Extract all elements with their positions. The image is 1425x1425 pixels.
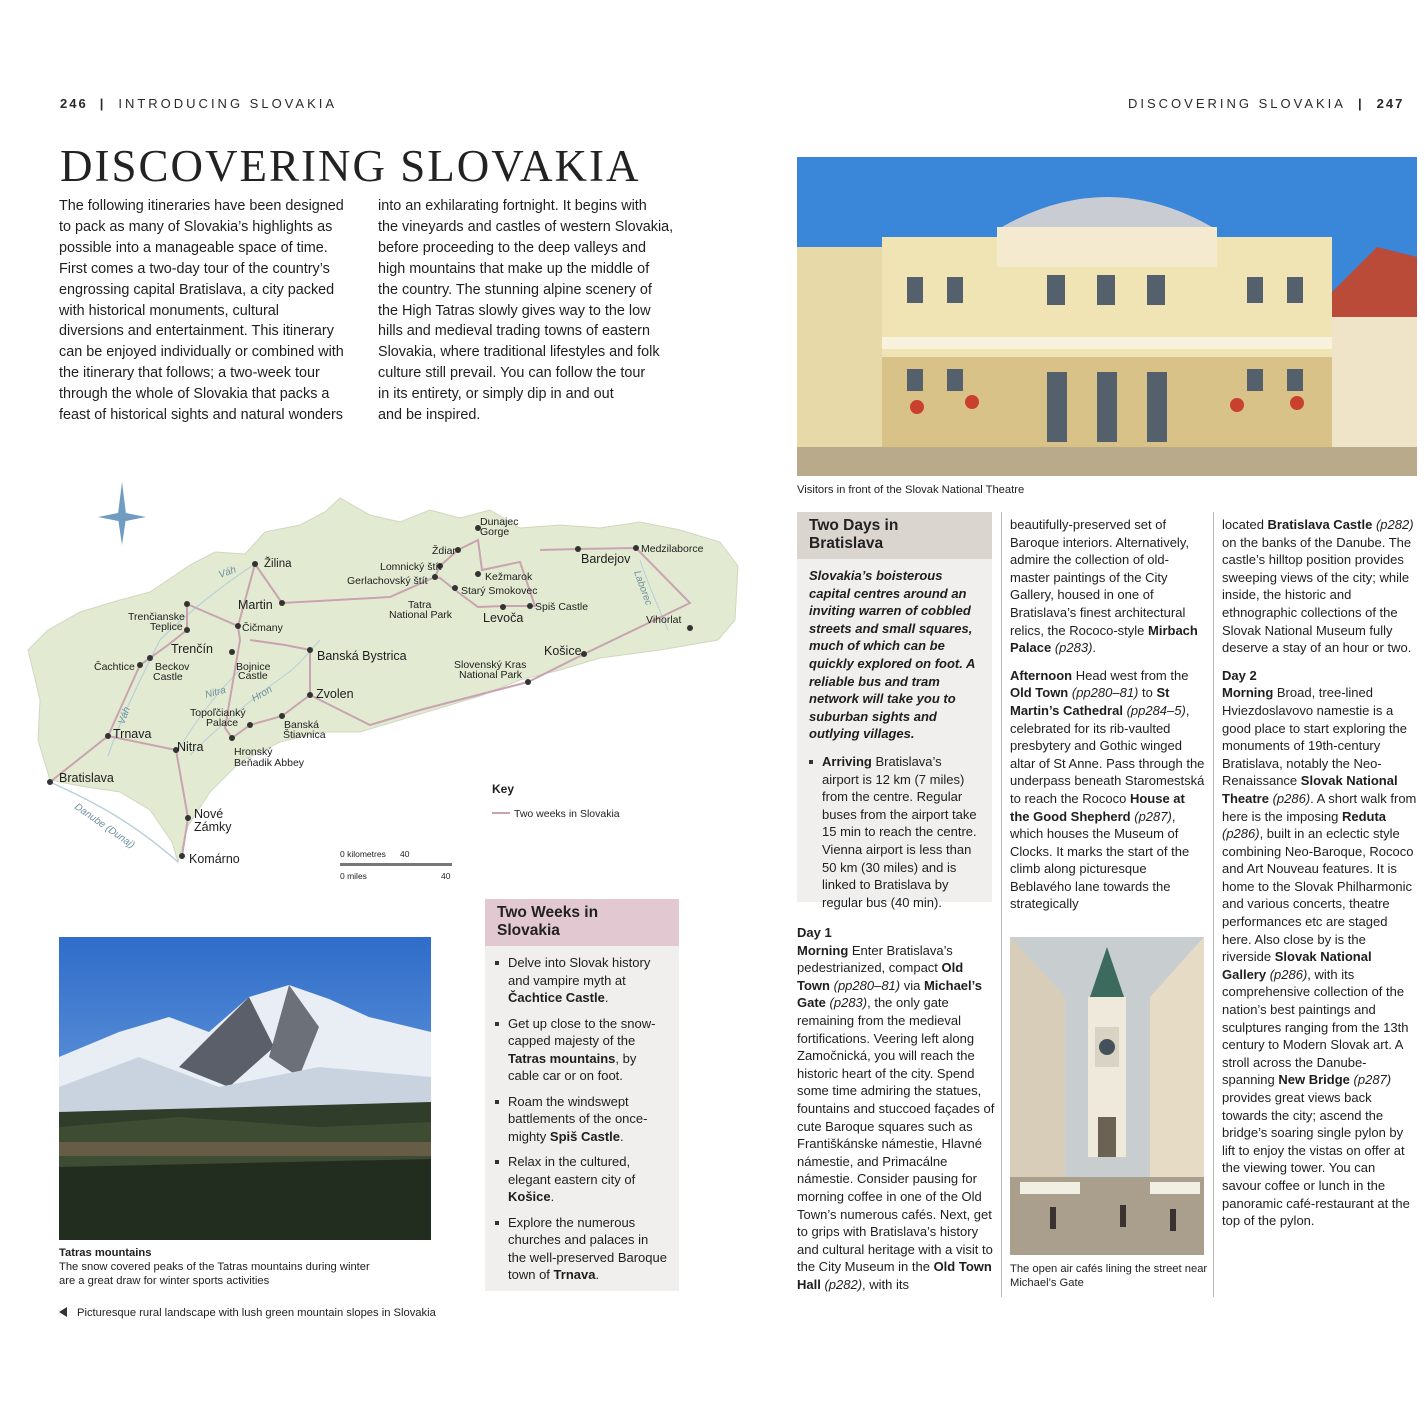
town-dot	[235, 623, 241, 629]
scale-mi-value: 40	[441, 871, 451, 881]
heading-line: Two Weeks in	[497, 904, 599, 921]
town-dot	[247, 722, 253, 728]
town-label: Ždiar	[432, 545, 456, 557]
town-label: Trenčín	[171, 642, 213, 656]
town-label: Banská	[284, 719, 320, 731]
scale-km-label: 0 kilometres	[340, 849, 386, 859]
day2-heading: Day 2	[1222, 667, 1257, 683]
town-dot	[279, 600, 285, 606]
intro-line: the High Tatras slowly gives way to the low	[378, 302, 651, 319]
intro-line: in its entirety, or simply dip in and out	[378, 386, 614, 403]
town-label: National Park	[459, 669, 523, 681]
running-header-right	[1128, 96, 1404, 111]
section-name-left: INTRODUCING SLOVAKIA	[118, 96, 338, 111]
day1-heading: Day 1	[797, 925, 832, 940]
national-theatre-photo	[797, 157, 1417, 476]
gate-caption	[1010, 1262, 1210, 1290]
town-label: Nové	[194, 807, 224, 821]
map-key-label: Two weeks in Slovakia	[514, 808, 620, 820]
intro-line: diversions and entertainment. This itinerary	[59, 323, 334, 340]
two-weeks-box	[485, 899, 679, 1291]
intro-line: the itinerary that follows; a two-week tour	[59, 365, 320, 382]
two-days-list	[797, 743, 992, 911]
list-item: Arriving Bratislava’s airport is 12 km (7 miles) from the centre. Regular buses from the airport take 15 min to reach the centre. Vienna airport is less than 50 km (30 miles) and is linked to Bratislava by regular bus (40 min).	[809, 753, 982, 911]
town-label: Spiš Castle	[535, 601, 589, 613]
river-label: Laborec	[631, 569, 654, 607]
town-dot	[452, 585, 458, 591]
town-label: Teplice	[150, 621, 183, 633]
theatre-caption: Visitors in front of the Slovak National Theatre	[797, 484, 1025, 496]
town-label: Zámky	[194, 820, 232, 834]
scale-bar	[340, 863, 452, 866]
town-label: Medzilaborce	[641, 543, 704, 555]
town-label: Trnava	[113, 727, 152, 741]
town-dot	[307, 692, 313, 698]
town-label: Čičmany	[242, 622, 283, 634]
town-label: Dunajec	[480, 516, 519, 528]
town-dot	[581, 651, 587, 657]
list-item: Relax in the cultured, elegant eastern city of Košice.	[495, 1153, 667, 1206]
caption-line: The open air cafés lining the street near	[1010, 1263, 1208, 1275]
town-dot	[432, 574, 438, 580]
right-text-2: Morning Broad, tree-lined Hviezdoslavovo namestie is a good place to start exploring the monuments of 19th-century Bratislava, notably the Neo-Renaissance Slovak National Theatre (p286). A short walk from here is the imposing Reduta (p286), built in an eclectic style combining Neo-Baroque, Rococo and Art Nouveau features. It is home to the Slovak Philharmonic and various concerts, theatre performances etc are staged here. Also close by is the riverside Slovak National Gallery (p286), with its comprehensive collection of the nation’s best paintings and sculptures ranging from the 13th century to Modern Slovak art. A stroll across the Danube-spanning New Bridge (p287) provides great views back towards the city; ascend the bridge’s soaring single pylon by lift to enjoy the vistas on offer at the viewing tower. You can savour coffee or lunch in the panoramic café-restaurant at the top of the pylon.	[1222, 685, 1417, 1229]
intro-column-1	[59, 196, 364, 426]
intro-line: before proceeding to the deep valleys and	[378, 239, 647, 256]
town-dot	[137, 662, 143, 668]
intro-line: engrossing capital Bratislava, a city packed	[59, 281, 335, 298]
town-dot	[179, 853, 185, 859]
town-label: Bojnice	[236, 661, 271, 673]
town-dot	[307, 647, 313, 653]
intro-line: to pack as many of Slovakia’s highlights as	[59, 218, 333, 235]
michaels-gate-photo	[1010, 937, 1204, 1255]
intro-line: the country. The stunning alpine scenery of	[378, 281, 652, 298]
town-label: Zvolen	[316, 687, 354, 701]
list-item: Explore the numerous churches and palaces in the well-preserved Baroque town of Trnava.	[495, 1214, 667, 1284]
river-label: Danube (Dunaj)	[72, 801, 137, 851]
intro-line: and be inspired.	[378, 407, 481, 424]
scale-mi-label: 0 miles	[340, 871, 367, 881]
caption-line: Michael’s Gate	[1010, 1277, 1084, 1289]
slovakia-land	[28, 498, 738, 862]
tatras-photo	[59, 937, 431, 1240]
intro-line: through the whole of Slovakia that packs a	[59, 386, 330, 403]
town-label: Bardejov	[581, 552, 631, 566]
town-dot	[527, 603, 533, 609]
town-label: Palace	[206, 717, 239, 729]
town-label: Košice	[544, 644, 582, 658]
river-label: Váh	[116, 705, 133, 727]
right-column	[1222, 516, 1417, 1230]
town-dot	[105, 733, 111, 739]
town-label: Gerlachovský štít	[347, 575, 428, 587]
page-number-right: 247	[1376, 96, 1405, 111]
town-dot	[184, 627, 190, 633]
town-label: Castle	[153, 671, 183, 683]
slovakia-map	[0, 470, 760, 910]
intro-line: possible into a manageable space of time.	[59, 239, 328, 256]
intro-line: The following itineraries have been designed	[59, 198, 344, 214]
running-header-left	[60, 96, 337, 111]
caption-title: Tatras mountains	[59, 1247, 152, 1259]
town-dot	[633, 545, 639, 551]
map-key-title: Key	[492, 782, 515, 796]
intro-line: culture still prevail. You can follow the tour	[378, 365, 646, 382]
town-label: Bratislava	[59, 771, 114, 785]
scale-km-value: 40	[400, 849, 410, 859]
town-label: Hronský	[234, 746, 273, 758]
rural-caption	[59, 1306, 459, 1320]
town-dot	[185, 815, 191, 821]
intro-line: can be enjoyed individually or combined with	[59, 344, 344, 361]
intro-line: Slovakia, where traditional lifestyles and folk	[378, 344, 660, 361]
town-dot	[252, 561, 258, 567]
town-label: Starý Smokovec	[461, 585, 538, 597]
right-text-1: located Bratislava Castle (p282) on the banks of the Danube. The castle’s hilltop position provides sweeping views of the city; while inside, the historic and ethnographic collections of the Slovak National Museum fully deserve a stay of an hour or two.	[1222, 517, 1414, 656]
town-dot	[47, 779, 53, 785]
intro-line: into an exhilarating fortnight. It begins with	[378, 198, 647, 214]
section-name-right: DISCOVERING SLOVAKIA	[1128, 96, 1346, 111]
town-label: Levoča	[483, 611, 524, 625]
town-label: National Park	[389, 609, 453, 621]
town-label: Nitra	[177, 740, 204, 754]
middle-text-2: Afternoon Head west from the Old Town (pp280–81) to St Martin’s Cathedral (pp284–5), celebrated for its rib-vaulted presbytery and Gothic winged altar of St Anne. Pass through the underpass beneath Staromestská to reach the Rococo House at the Good Shepherd (p287), which houses the Museum of Clocks. It marks the start of the climb along picturesque Beblavého lane towards the strategically	[1010, 667, 1205, 912]
heading-line: Bratislava	[809, 535, 884, 552]
arrow-left-icon	[59, 1307, 67, 1317]
river-label: Váh	[217, 564, 238, 581]
town-dot	[687, 625, 693, 631]
town-label: Gorge	[480, 526, 510, 538]
town-label: Žilina	[264, 558, 292, 570]
town-label: Beňadik Abbey	[234, 757, 305, 769]
town-dot	[525, 679, 531, 685]
middle-text-1: beautifully-preserved set of Baroque interiors. Alternatively, admire the collection of old-master paintings of the City Gallery, housed in one of Bratislava’s finest architectural relics, the Rococo-style Mirbach Palace (p283).	[1010, 517, 1198, 656]
list-item: Delve into Slovak history and vampire myth at Čachtice Castle.	[495, 954, 667, 1007]
town-dot	[229, 649, 235, 655]
caption-line: are a great draw for winter sports activities	[59, 1275, 270, 1287]
two-weeks-list	[485, 946, 679, 1284]
two-days-lede: Slovakia’s boisterous capital centres around an inviting warren of cobbled streets and small squares, much of which can be quickly explored on foot. A reliable bus and tram network will take you to suburban sights and outlying villages.	[809, 568, 975, 742]
caption-line: The snow covered peaks of the Tatras mountains during winter	[59, 1261, 370, 1273]
town-label: Banská Bystrica	[317, 649, 407, 663]
column-rule	[1001, 512, 1002, 1297]
middle-column	[1010, 516, 1206, 913]
intro-line: First comes a two-day tour of the country’s	[59, 260, 330, 277]
two-days-box	[797, 512, 992, 910]
town-label: Čachtice	[94, 661, 135, 673]
two-days-heading	[797, 512, 992, 559]
day1-text: Morning Enter Bratislava’s pedestrianized, compact Old Town (pp280–81) via Michael’s Gate (p283), the only gate remaining from the medieval fortifications. Veering left along Zamočnická, you will reach the historic heart of the city. Spend some time admiring the statues, fountains and stuccoed façades of cute Baroque squares such as Františkánske námestie, Hlavné námestie, and Primacálne námestie. Consider pausing for morning coffee in one of the Old Town’s numerous cafés. Next, get to grips with Bratislava’s history and cultural heritage with a visit to the City Museum in the Old Town Hall (p282), with its	[797, 942, 995, 1292]
intro-line: with historical monuments, cultural	[59, 302, 279, 319]
town-dot	[500, 604, 506, 610]
intro-line: the vineyards and castles of western Slovakia,	[378, 218, 674, 235]
town-label: Slovenský Kras	[454, 659, 527, 671]
tatras-caption	[59, 1246, 439, 1288]
caption-text: Picturesque rural landscape with lush green mountain slopes in Slovakia	[77, 1307, 436, 1319]
town-dot	[184, 601, 190, 607]
river-label: Hron	[250, 684, 275, 705]
town-label: Vihorlat	[646, 614, 682, 626]
town-label: Tatra	[408, 599, 432, 611]
town-label: Štiavnica	[283, 729, 326, 741]
town-dot	[229, 735, 235, 741]
river-label: Nitra	[203, 684, 228, 701]
intro-column-2	[378, 196, 683, 426]
page-number-left: 246	[60, 96, 88, 111]
town-label: Trenčianske	[128, 611, 185, 623]
town-dot	[147, 655, 153, 661]
town-label: Martin	[238, 598, 273, 612]
town-label: Castle	[238, 670, 268, 682]
heading-line: Slovakia	[497, 922, 560, 939]
town-dot	[475, 571, 481, 577]
town-label: Topoľčianký	[190, 707, 246, 719]
header-separator: |	[1357, 96, 1365, 111]
two-weeks-heading	[485, 899, 679, 946]
town-label: Kežmarok	[485, 571, 533, 583]
column-rule	[1213, 512, 1214, 1297]
intro-line: feast of historical sights and natural wonders	[59, 407, 343, 424]
list-item: Roam the windswept battlements of the once-mighty Spiš Castle.	[495, 1093, 667, 1146]
intro-line: hills and medieval trading towns of eastern	[378, 323, 650, 340]
intro-line: high mountains that make up the middle of	[378, 260, 650, 277]
page-title: DISCOVERING SLOVAKIA	[60, 141, 641, 191]
day1-column	[797, 924, 995, 1293]
town-label: Lomnický štít	[380, 561, 442, 573]
heading-line: Two Days in	[809, 517, 899, 534]
compass-rose-icon	[98, 482, 146, 545]
town-label: Komárno	[189, 852, 240, 866]
list-item: Get up close to the snow-capped majesty of the Tatras mountains, by cable car or on foot.	[495, 1015, 667, 1085]
header-separator: |	[99, 96, 107, 111]
town-label: Beckov	[155, 661, 190, 673]
